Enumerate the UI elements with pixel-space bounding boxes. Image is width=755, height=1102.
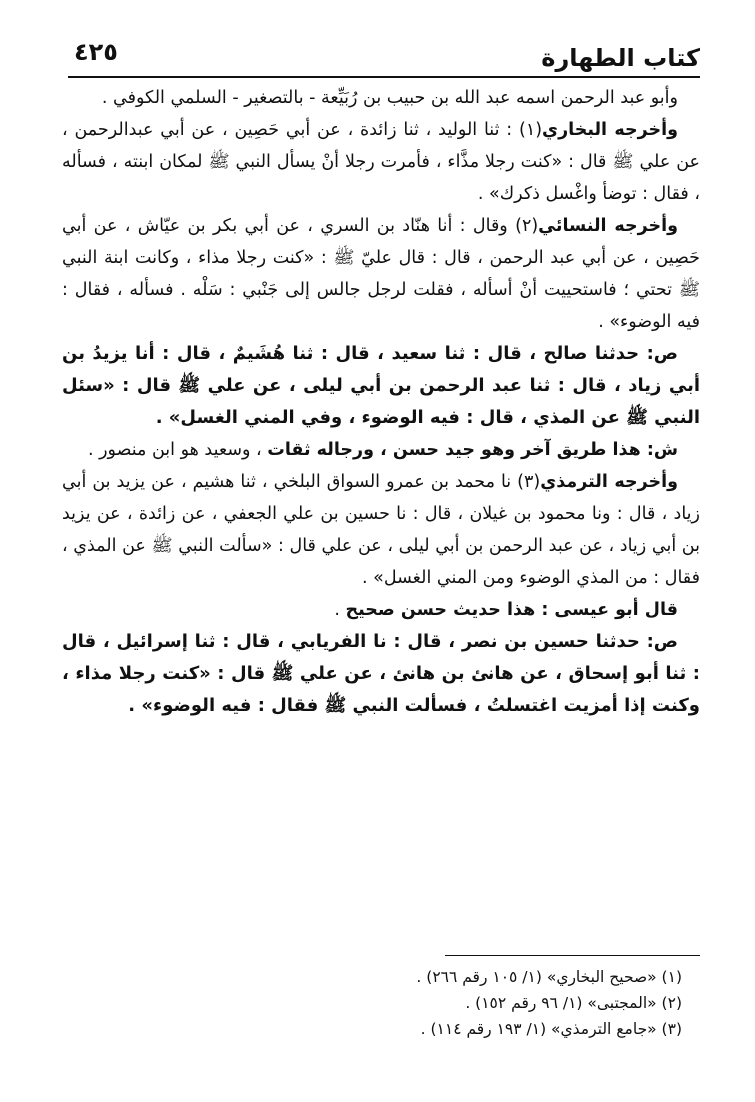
paragraph-2-text: (١) : ثنا الوليد ، ثنا زائدة ، عن أبي حَصِين ، عن أبي عبدالرحمن ، عن علي ﷺ قال : «كنت رجلا مذَّاء ، فأمرت رجلا أنْ يسأل النبي ﷺ لمكان ابنته ، فسأله ، فقال : توضأ واغْسل ذكرك» . [62, 120, 700, 204]
paragraph-3-text: (٢) وقال : أنا هنّاد بن السري ، عن أبي بكر بن عيّاش ، عن أبي حَصِين ، عن أبي عبد الرحمن ، قال : قال عليّ ﷺ : «كنت رجلا مذاء ، وكانت ابنة النبي ﷺ تحتي ؛ فاستحييت أنْ أسأله ، فقلت لرجل جالس إلى جَنْبي : سَلْه . فسأله ، فقال : فيه الوضوء» . [62, 216, 700, 332]
paragraph-3 [62, 210, 700, 338]
main-text [62, 82, 700, 722]
paragraph-1-text: وأبو عبد الرحمن اسمه عبد الله بن حبيب بن رُبَيِّعة - بالتصغير - السلمي الكوفي . [101, 88, 678, 108]
paragraph-5-lead: ش: هذا طريق آخر وهو جيد حسن ، ورجاله ثقات [267, 440, 678, 460]
paragraph-2 [62, 114, 700, 210]
paragraph-7-text: . [334, 600, 340, 620]
footnote-divider [445, 955, 700, 956]
paragraph-8 [62, 626, 700, 722]
paragraph-3-lead: وأخرجه النسائي [538, 216, 679, 236]
paragraph-2-lead: وأخرجه البخاري [542, 120, 678, 140]
paragraph-6-text: (٣) نا محمد بن عمرو السواق البلخي ، ثنا هشيم ، عن يزيد بن أبي زياد ، قال : ونا محمود بن غيلان ، قال : نا حسين بن علي الجعفي ، عن زائدة ، عن يزيد بن أبي زياد ، عن عبد الرحمن بن أبي ليلى ، عن علي قال : «سألت النبي ﷺ عن المذي ، فقال : من المذي الوضوء ومن المني الغسل» . [62, 472, 700, 588]
footnote-1: (١) «صحيح البخاري» (١/ ١٠٥ رقم ٢٦٦) . [416, 968, 682, 986]
paragraph-4-text: ص: حدثنا صالح ، قال : ثنا سعيد ، قال : ثنا هُشَيمٌ ، قال : أنا يزيدُ بن أبي زياد ، قال : ثنا عبد الرحمن بن أبي ليلى ، عن علي ﷺ قال : «سئل النبي ﷺ عن المذي ، قال : فيه الوضوء ، وفي المني الغسل» . [62, 343, 700, 428]
paragraph-6 [62, 466, 700, 594]
paragraph-5 [62, 434, 700, 466]
paragraph-5-text: ، وسعيد هو ابن منصور . [87, 440, 262, 460]
paragraph-8-text: ص: حدثنا حسين بن نصر ، قال : نا الفريابي ، قال : ثنا إسرائيل ، قال : ثنا أبو إسحاق ، عن هانئ بن هانئ ، عن علي ﷺ قال : «كنت رجلا مذاء ، وكنت إذا أمزيت اغتسلتُ ، فسألت النبي ﷺ فقال : فيه الوضوء» . [62, 631, 700, 716]
page-number: ٤٢٥ [74, 38, 118, 66]
footnotes [62, 955, 700, 1042]
chapter-title: كتاب الطهارة [541, 44, 700, 72]
paragraph-7-lead: قال أبو عيسى : هذا حديث حسن صحيح [345, 600, 678, 620]
footnote-2: (٢) «المجتبى» (١/ ٩٦ رقم ١٥٢) . [465, 994, 682, 1012]
paragraph-4 [62, 338, 700, 434]
paragraph-7 [62, 594, 700, 626]
footnote-3: (٣) «جامع الترمذي» (١/ ١٩٣ رقم ١١٤) . [420, 1020, 682, 1038]
page-header [68, 30, 700, 78]
paragraph-6-lead: وأخرجه الترمذي [540, 472, 678, 492]
paragraph-1 [62, 82, 700, 114]
